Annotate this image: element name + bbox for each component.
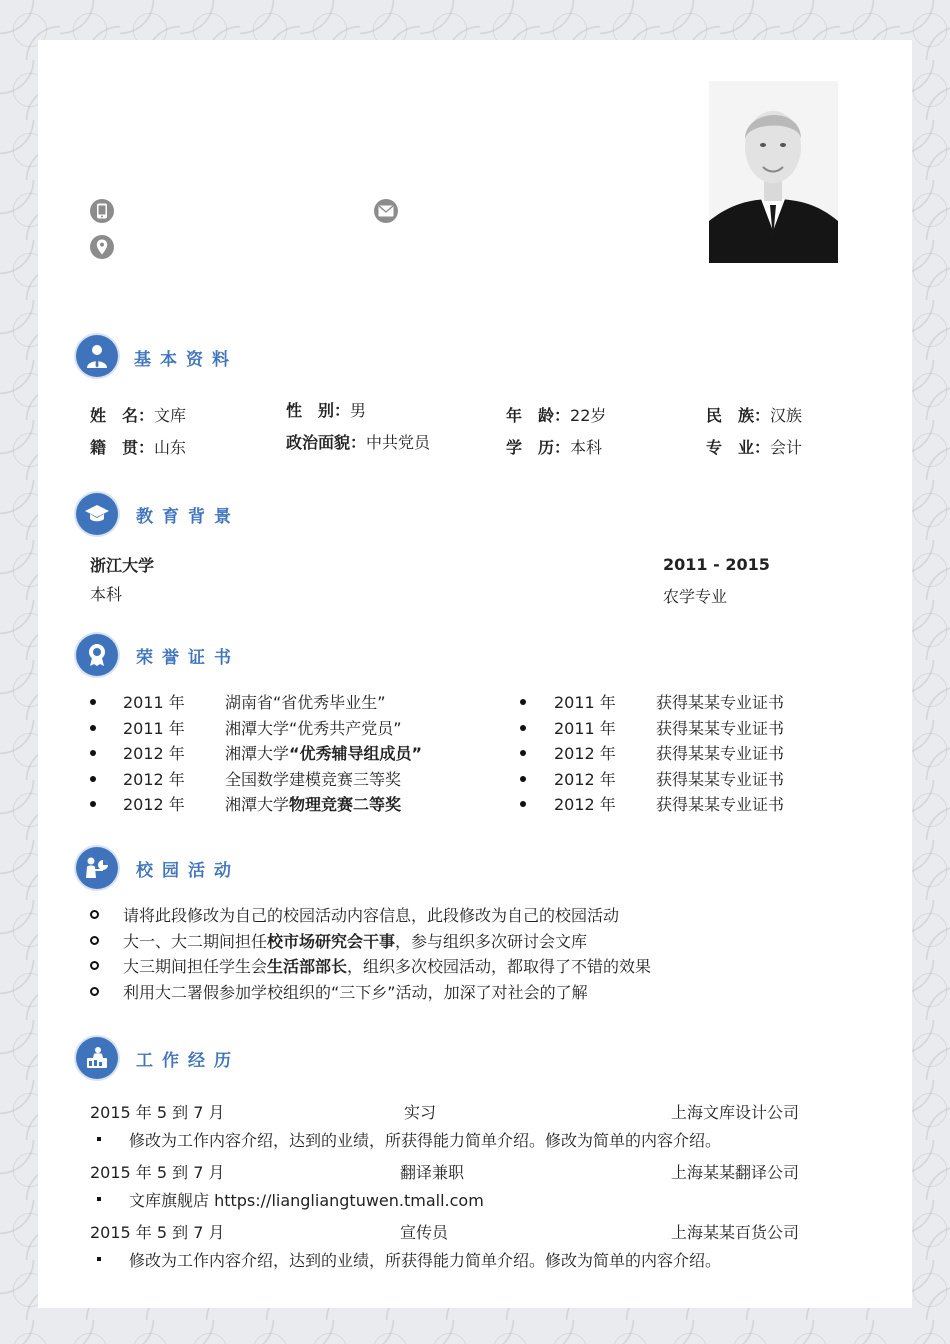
bullet-icon	[520, 725, 526, 731]
honor-text	[225, 792, 401, 815]
campus-text	[123, 954, 651, 977]
honor-year: 2012 年	[554, 769, 616, 789]
bullet-icon	[90, 776, 96, 782]
honor-year: 2012 年	[123, 795, 185, 814]
work-company: 上海文库设计公司	[671, 1103, 800, 1122]
work-role: 翻译兼职	[400, 1163, 465, 1182]
field-major: 专 业：会计	[706, 438, 803, 457]
campus-text	[123, 980, 588, 1003]
honor-item	[90, 741, 490, 763]
campus-text-plain: 利用大二署假参加学校组织的“三下乡”活动，加深了对社会的了解	[123, 983, 588, 1003]
work-entry	[90, 1100, 850, 1124]
bullet-icon	[90, 725, 96, 731]
work-desc-text: 文库旗舰店 https://liangliangtuwen.tmall.com	[129, 1191, 484, 1210]
work-desc	[90, 1128, 850, 1150]
honor-item	[90, 716, 490, 738]
section-title-honors: 荣誉证书	[136, 648, 240, 668]
work-date: 2015 年 5 到 7 月	[90, 1163, 225, 1182]
honor-text-plain: 湖南省“省优秀毕业生”	[225, 693, 386, 712]
honor-item	[520, 767, 850, 789]
work-entry	[90, 1160, 850, 1184]
section-title-campus: 校园活动	[136, 861, 240, 881]
bullet-icon	[520, 776, 526, 782]
honor-text	[225, 716, 402, 739]
work-desc-text: 修改为工作内容介绍，达到的业绩，所获得能力简单介绍。修改为简单的内容介绍。	[129, 1131, 722, 1150]
square-bullet-icon	[97, 1137, 101, 1141]
square-bullet-icon	[97, 1197, 101, 1201]
field-politics: 政治面貌：中共党员	[286, 433, 431, 452]
work-date: 2015 年 5 到 7 月	[90, 1103, 225, 1122]
honor-item	[520, 741, 850, 763]
location-icon	[90, 235, 114, 259]
campus-item	[90, 954, 850, 976]
mail-icon	[374, 199, 398, 223]
circle-bullet-icon	[90, 910, 99, 919]
honor-text: 获得某某专业证书	[656, 693, 785, 712]
education-period: 2011 - 2015	[663, 555, 770, 574]
field-degree: 学 历：本科	[506, 438, 603, 457]
honor-text: 获得某某专业证书	[656, 744, 785, 763]
honor-text	[225, 767, 401, 790]
field-origin: 籍 贯：山东	[90, 438, 187, 457]
work-role: 宣传员	[400, 1223, 449, 1242]
honor-year: 2012 年	[123, 769, 185, 789]
honor-text: 获得某某专业证书	[656, 795, 785, 814]
section-title-education: 教育背景	[136, 507, 240, 527]
bullet-icon	[90, 750, 96, 756]
work-desc-text: 修改为工作内容介绍，达到的业绩，所获得能力简单介绍。修改为简单的内容介绍。	[129, 1251, 722, 1270]
work-desc	[90, 1188, 850, 1210]
bullet-icon	[90, 801, 96, 807]
honor-year: 2011 年	[554, 718, 616, 738]
work-desc	[90, 1248, 850, 1270]
campus-text-plain: 大三期间担任学生会	[123, 957, 268, 977]
square-bullet-icon	[97, 1257, 101, 1261]
campus-text	[123, 903, 619, 926]
honor-text: 获得某某专业证书	[656, 769, 785, 789]
honor-text-plain: 湘潭大学“优秀共产党员”	[225, 718, 402, 738]
profile-photo	[709, 81, 838, 263]
campus-text-bold: 校市场研究会干事	[267, 931, 396, 951]
bullet-icon	[90, 699, 96, 705]
bullet-icon	[520, 750, 526, 756]
education-school: 浙江大学	[90, 556, 155, 575]
honor-item	[520, 792, 850, 814]
field-ethnic: 民 族：汉族	[706, 406, 803, 425]
campus-text-plain: ，参与组织多次研讨会文库	[395, 931, 588, 951]
honor-text-bold: 物理竞赛二等奖	[289, 795, 402, 814]
campus-text-plain: 请将此段修改为自己的校园活动内容信息，此段修改为自己的校园活动	[123, 906, 620, 925]
bullet-icon	[520, 699, 526, 705]
honor-year: 2011 年	[123, 718, 185, 738]
honor-item	[90, 792, 490, 814]
education-major: 农学专业	[663, 587, 728, 606]
field-age: 年 龄：22岁	[506, 406, 607, 425]
graduation-cap-icon	[76, 493, 118, 535]
campus-text	[123, 929, 587, 952]
phone-icon	[90, 199, 114, 223]
honor-text-plain: 湘潭大学	[225, 744, 290, 763]
work-company: 上海某某翻译公司	[671, 1163, 800, 1182]
work-date: 2015 年 5 到 7 月	[90, 1223, 225, 1242]
campus-text-bold: 生活部部长	[267, 957, 348, 977]
honor-year: 2012 年	[554, 795, 616, 814]
campus-item	[90, 929, 850, 951]
honor-item	[520, 716, 850, 738]
work-icon	[76, 1037, 118, 1079]
honor-text-bold: “优秀辅导组成员”	[289, 744, 423, 763]
campus-item	[90, 903, 850, 925]
work-entry	[90, 1220, 850, 1244]
field-name: 姓 名：文库	[90, 406, 187, 425]
bullet-icon	[520, 801, 526, 807]
circle-bullet-icon	[90, 961, 99, 970]
honor-text-plain: 湘潭大学	[225, 795, 290, 814]
honor-year: 2011 年	[123, 693, 185, 712]
honor-text-plain: 全国数学建模竞赛三等奖	[225, 769, 402, 789]
medal-icon	[76, 634, 118, 676]
section-title-basic: 基本资料	[134, 350, 238, 370]
circle-bullet-icon	[90, 936, 99, 945]
circle-bullet-icon	[90, 987, 99, 996]
honor-year: 2011 年	[554, 693, 616, 712]
honor-text	[225, 741, 422, 764]
person-icon	[76, 335, 118, 377]
campus-text-plain: 大一、大二期间担任	[123, 931, 268, 951]
field-gender: 性 别：男	[286, 401, 367, 420]
section-title-work: 工作经历	[136, 1051, 240, 1071]
education-level: 本科	[90, 585, 123, 604]
honor-item	[90, 767, 490, 789]
honor-year: 2012 年	[123, 744, 185, 763]
campus-text-plain: ，组织多次校园活动，都取得了不错的效果	[347, 957, 652, 977]
honor-text	[225, 690, 386, 713]
campus-activity-icon	[76, 847, 118, 889]
work-company: 上海某某百货公司	[671, 1223, 800, 1242]
honor-item	[520, 690, 850, 712]
campus-item	[90, 980, 850, 1002]
honor-item	[90, 690, 490, 712]
honor-text: 获得某某专业证书	[656, 718, 785, 738]
honor-year: 2012 年	[554, 744, 616, 763]
work-role: 实习	[404, 1103, 437, 1122]
